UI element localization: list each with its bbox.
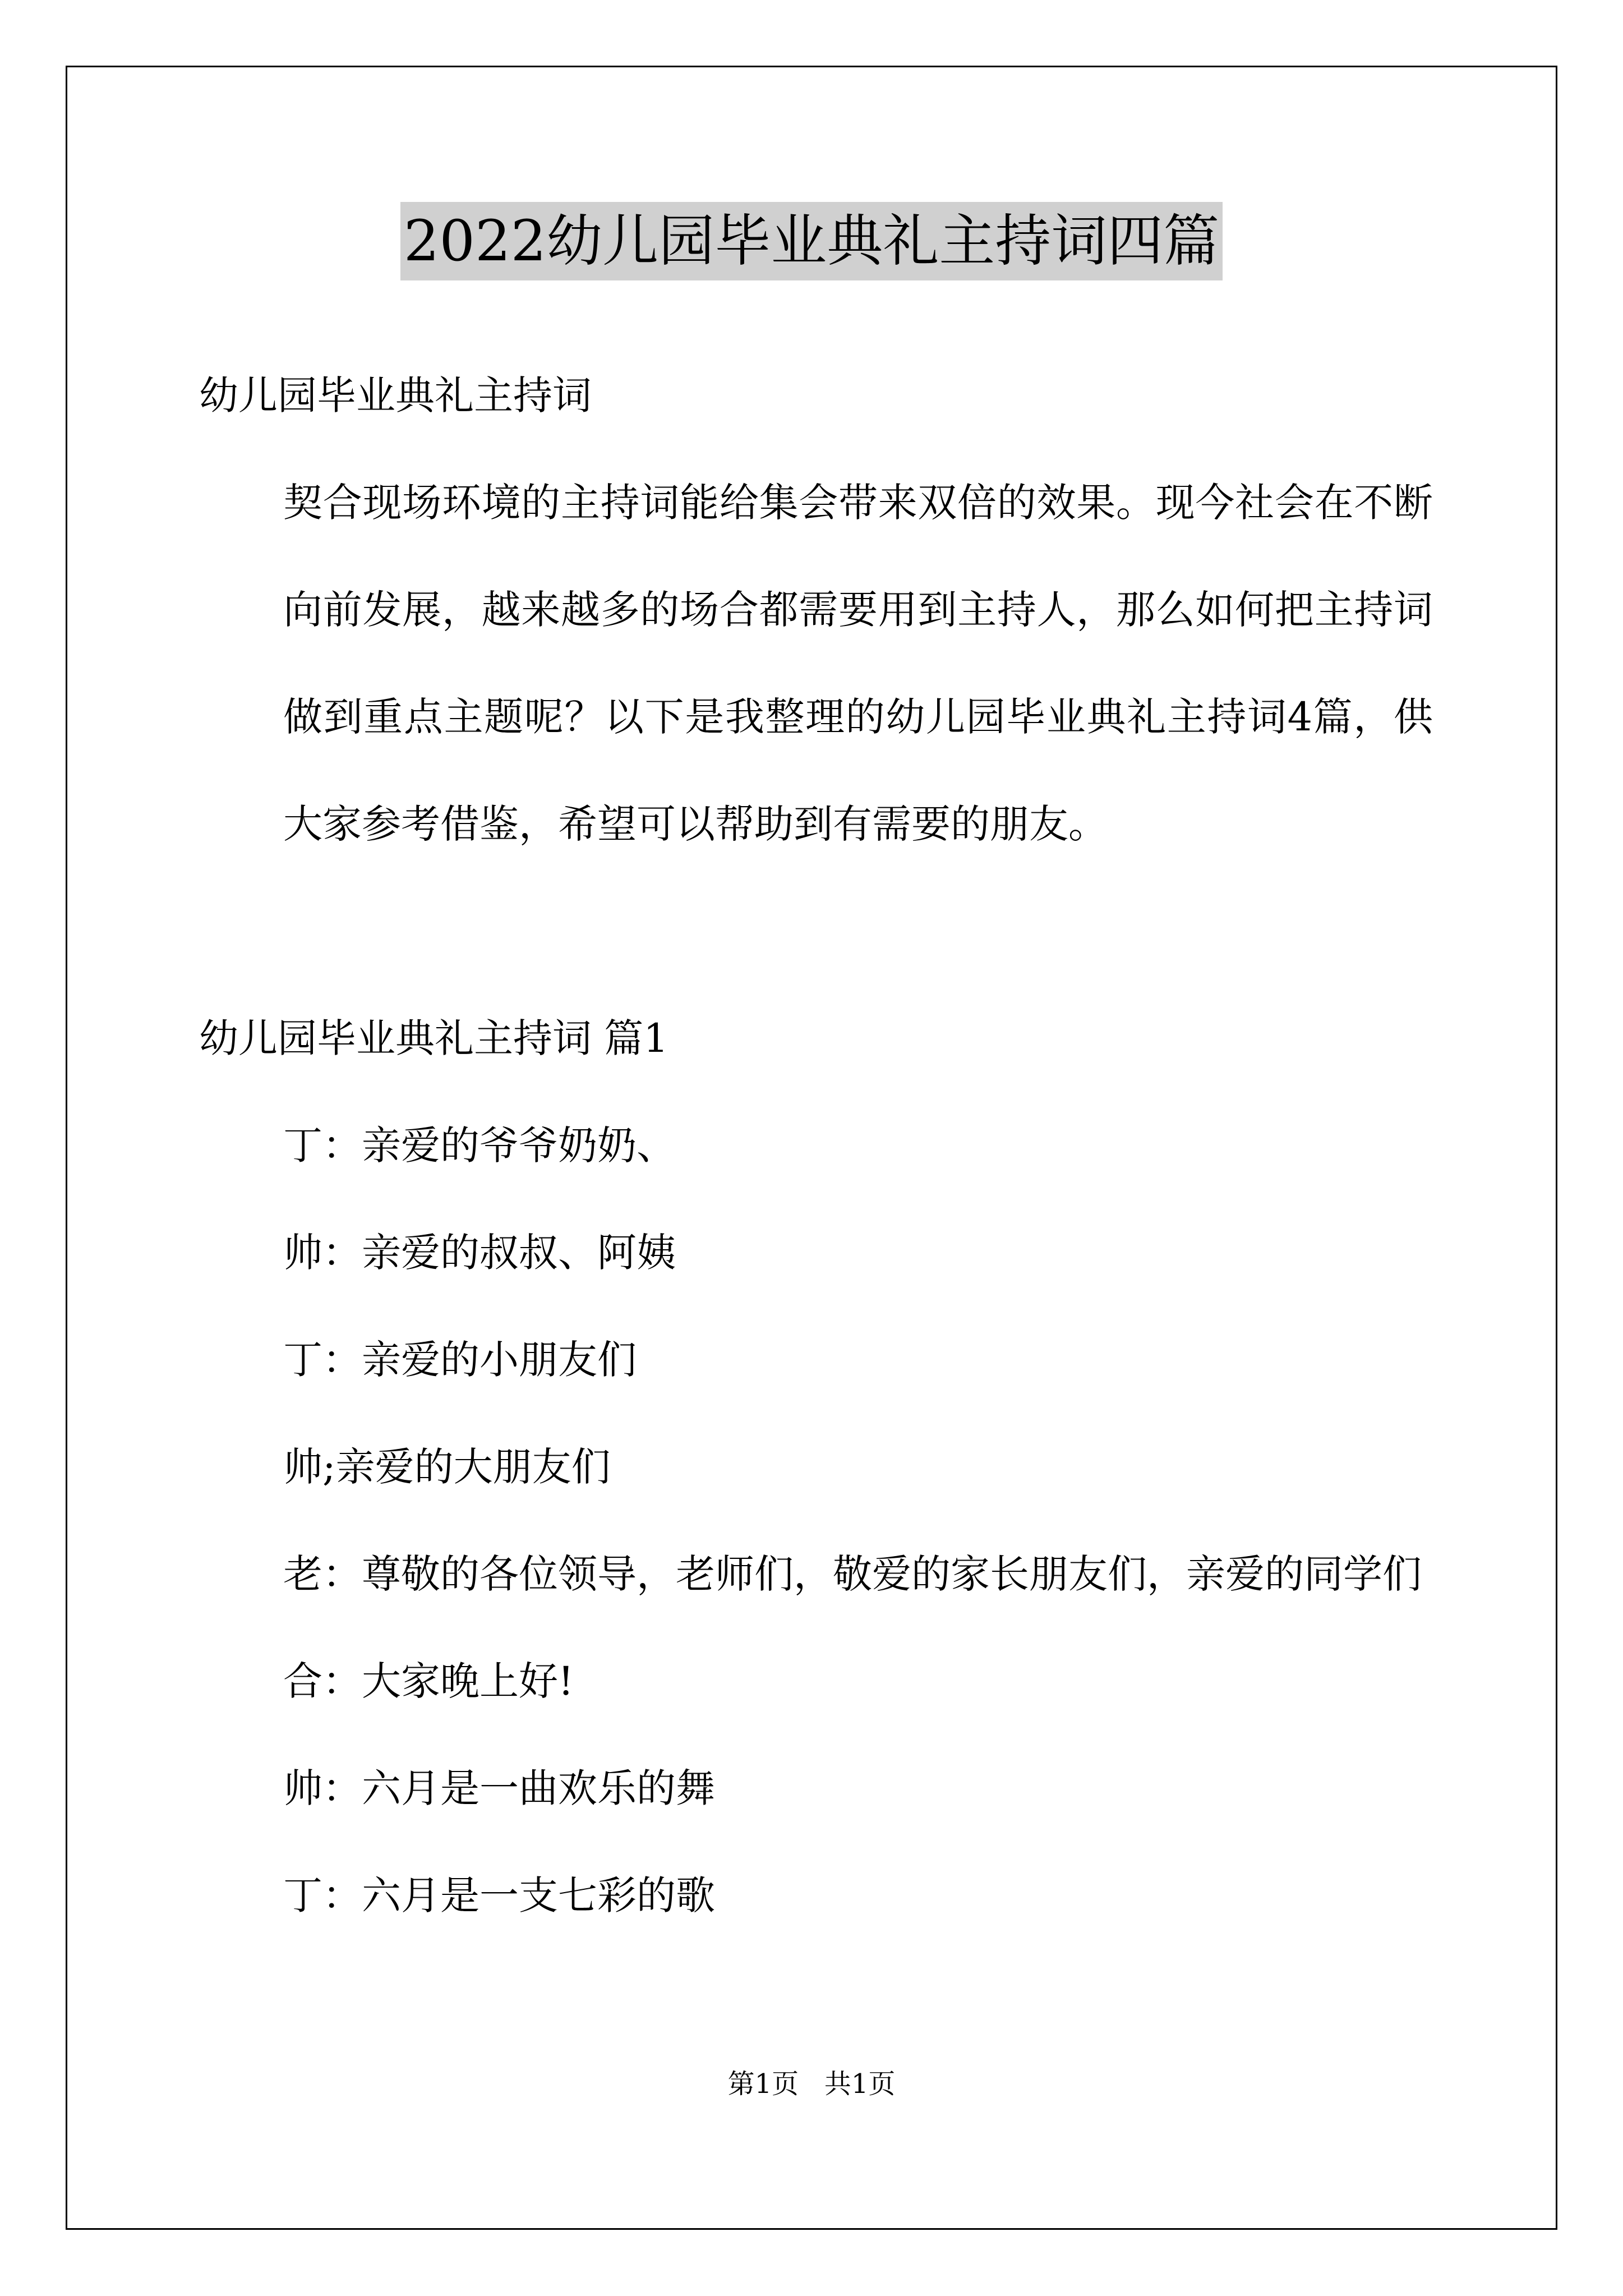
section-heading: 幼儿园毕业典礼主持词 篇1 — [199, 1015, 668, 1061]
section-spacer — [199, 878, 1433, 985]
dialogue-line: 丁：六月是一支七彩的歌 — [283, 1872, 715, 1918]
intro-heading: 幼儿园毕业典礼主持词 — [199, 372, 592, 418]
dialogue-line: 丁：亲爱的爷爷奶奶、 — [283, 1122, 676, 1168]
dialogue-line: 帅：六月是一曲欢乐的舞 — [283, 1765, 715, 1811]
dialogue-line: 合：大家晚上好! — [283, 1658, 574, 1704]
document-body — [199, 342, 1433, 1949]
document-title: 2022幼儿园毕业典礼主持词四篇 — [400, 202, 1223, 280]
intro-paragraph: 契合现场环境的主持词能给集会带来双倍的效果。现今社会在不断向前发展，越来越多的场合都需要用到主持人，那么如何把主持词做到重点主题呢？以下是我整理的幼儿园毕业典礼主持词4篇，供大家参考借鉴，希望可以帮助到有需要的朋友。 — [283, 480, 1433, 847]
title-container — [0, 202, 1623, 280]
dialogue-line: 帅;亲爱的大朋友们 — [283, 1444, 611, 1490]
dialogue-line: 丁：亲爱的小朋友们 — [283, 1337, 637, 1383]
dialogue-line: 帅：亲爱的叔叔、阿姨 — [283, 1230, 676, 1276]
page-footer: 第1页 共1页 — [727, 2068, 896, 2100]
dialogue-line: 老：尊敬的各位领导，老师们，敬爱的家长朋友们，亲爱的同学们 — [283, 1551, 1422, 1597]
